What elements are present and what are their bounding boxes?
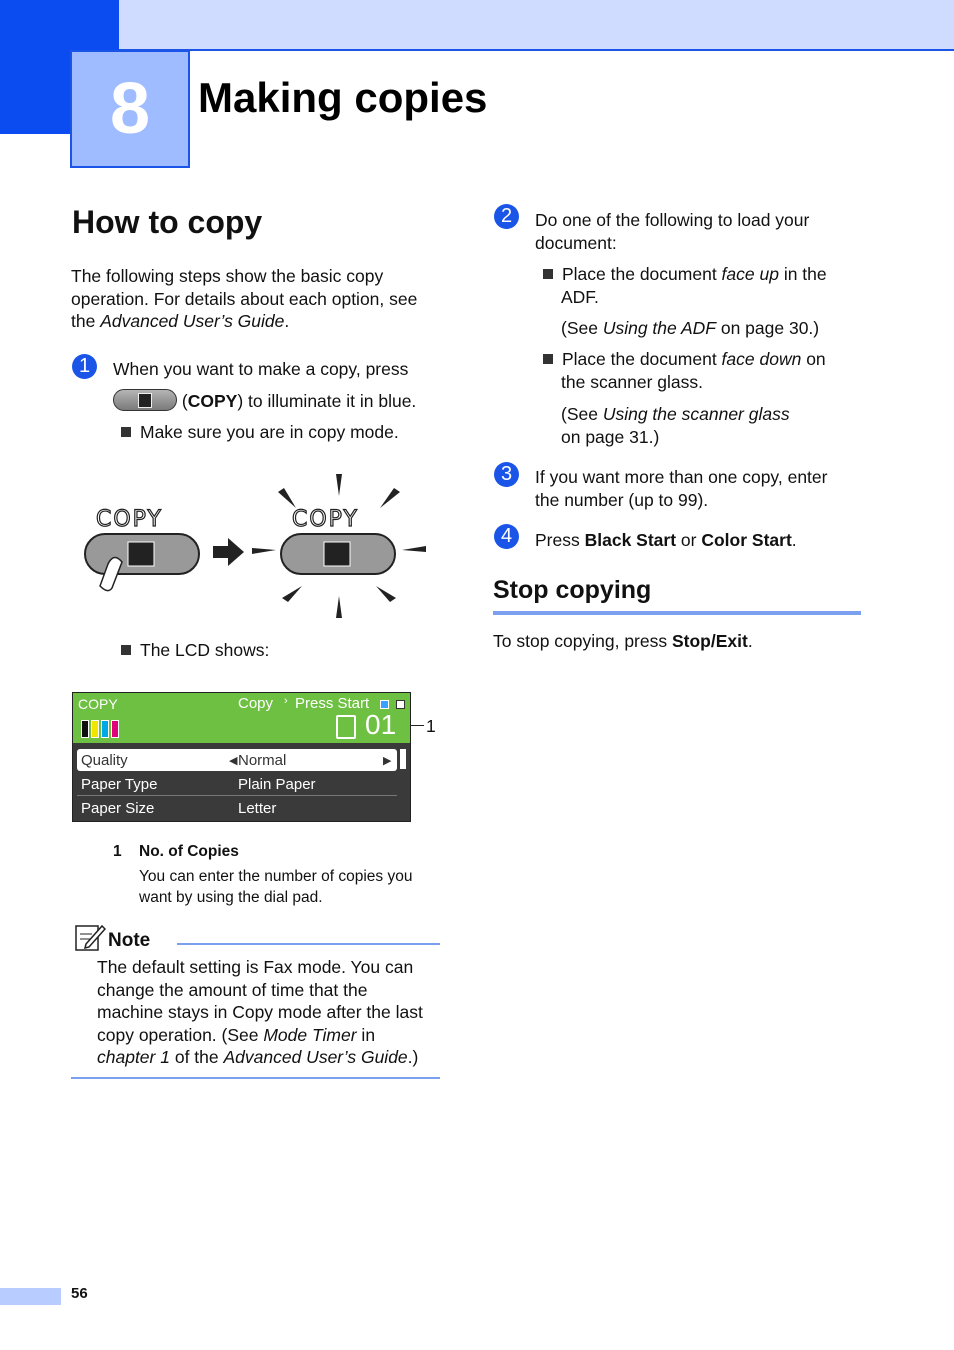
step1-bullet: Make sure you are in copy mode.	[121, 421, 399, 444]
legend-title: No. of Copies	[139, 843, 239, 860]
lcd-header-copy: Copy	[238, 695, 274, 712]
intro-line: the Advanced User’s Guide.	[71, 311, 290, 331]
callout-number: 1	[426, 716, 436, 736]
step2-bullet-1-line2: ADF.	[561, 287, 599, 307]
note-top-rule	[177, 943, 440, 945]
step2-bullet-1: Place the document face up in the	[543, 263, 827, 286]
chapter-number: 8	[70, 50, 190, 168]
step1-text: When you want to make a copy, press	[113, 359, 409, 379]
step2-bullet-2-line2: the scanner glass.	[561, 372, 704, 392]
step-badge-4: 4	[494, 524, 519, 549]
ink-level-icon	[81, 720, 119, 738]
step2-bullet-2-ref: (See Using the scanner glass on page 31.)	[561, 404, 790, 447]
lcd-status-icon	[396, 700, 405, 709]
copy-key-icon	[113, 389, 177, 411]
section-rule	[493, 611, 861, 615]
lcd-mode: COPY	[78, 696, 118, 712]
step2-text: Do one of the following to load your document:	[535, 210, 810, 253]
step3-text: If you want more than one copy, enter the number (up to 99).	[535, 467, 828, 510]
note-title: Note	[108, 930, 151, 951]
header-band	[0, 0, 954, 51]
intro-line: The following steps show the basic copy	[71, 266, 384, 286]
intro-line: operation. For details about each option, see	[71, 288, 418, 309]
bullet-square-icon	[543, 269, 553, 279]
arrow-right-icon	[213, 538, 244, 566]
step2-bullet-1-ref: (See Using the ADF on page 30.)	[561, 318, 820, 338]
bullet-square-icon	[121, 427, 131, 437]
illustration-label-left: COPY	[96, 507, 163, 532]
lcd-row-paper-size[interactable]: Paper Size Letter	[81, 800, 277, 817]
bullet-square-icon	[543, 354, 553, 364]
lcd-status-icon	[380, 700, 389, 709]
section-title-stop-copying: Stop copying	[493, 576, 652, 604]
step-badge-2: 2	[494, 204, 519, 229]
copy-document-icon	[336, 715, 356, 739]
step1-copy-line: (COPY) to illuminate it in blue.	[113, 389, 416, 413]
page-number: 56	[71, 1285, 88, 1302]
lcd-screen	[72, 692, 411, 822]
lcd-header-hint: Press Start	[295, 695, 370, 712]
bullet-square-icon	[121, 645, 131, 655]
lcd-row-quality[interactable]: Quality ◀ Normal ▶	[77, 749, 397, 771]
step2-bullet-2: Place the document face down on	[543, 348, 826, 371]
lcd-header	[73, 693, 410, 743]
lcd-arrow-icon: ›	[284, 695, 288, 707]
chapter-title: Making copies	[198, 74, 488, 121]
lcd-copy-count: 01	[365, 709, 397, 740]
stop-copying-text: To stop copying, press Stop/Exit.	[493, 631, 753, 651]
legend-number: 1	[113, 843, 122, 860]
footer-tab	[0, 1288, 61, 1305]
section-title-how-to-copy: How to copy	[72, 204, 263, 240]
step-badge-1: 1	[72, 354, 97, 379]
lcd-caption: The LCD shows:	[121, 639, 269, 662]
note-bottom-rule	[71, 1077, 440, 1079]
intro-paragraph	[71, 265, 451, 333]
lcd-scrollbar[interactable]	[400, 749, 406, 769]
step-badge-3: 3	[494, 462, 519, 487]
callout-line	[410, 725, 424, 726]
legend-description: You can enter the number of copies you want by using the dial pad.	[139, 868, 413, 906]
lcd-row-paper-type[interactable]: Paper Type Plain Paper	[77, 773, 397, 796]
lcd-left-arrow-icon: ◀	[229, 755, 238, 767]
step4-text: Press Black Start or Color Start.	[535, 530, 797, 550]
illustration-label-right: COPY	[292, 507, 359, 532]
lcd-right-arrow-icon: ▶	[383, 755, 392, 767]
copy-key-illustration	[78, 468, 438, 620]
note-pencil-icon	[74, 922, 106, 952]
note-body: The default setting is Fax mode. You can change the amount of time that the machine stays in Copy mode after the last copy operation. (See Mode Timer in chapter 1 of the Advanced User’s Guide.)	[97, 957, 423, 1067]
